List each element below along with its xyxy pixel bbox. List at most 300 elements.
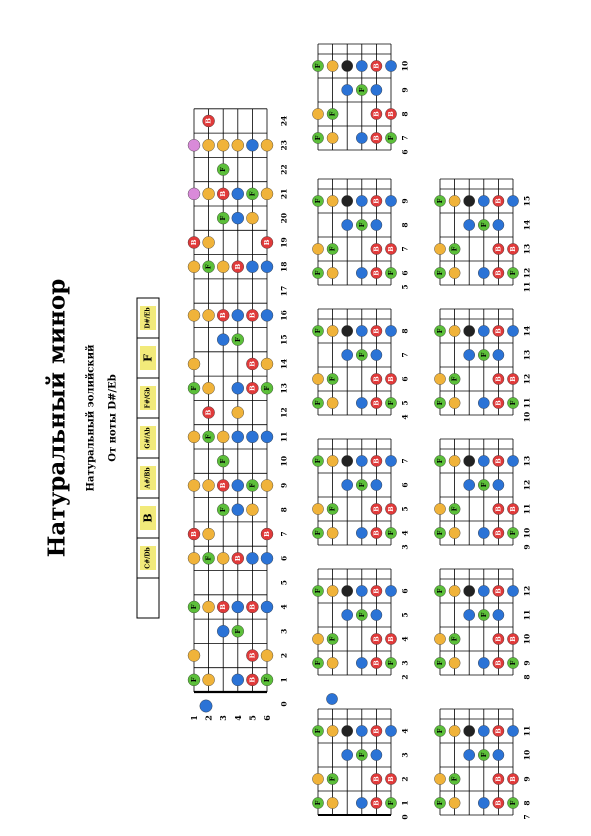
svg-text:B: B [387, 636, 395, 642]
note-dot [493, 773, 504, 784]
string-number-label: 5 [247, 715, 258, 721]
svg-text:B: B [372, 63, 381, 69]
note-dot [371, 725, 382, 736]
fret-number-label: 12 [522, 267, 532, 279]
fret-number-label: 4 [400, 636, 410, 642]
fret-number-label: 9 [400, 198, 410, 204]
svg-text:F: F [436, 458, 444, 464]
note-dot [478, 797, 489, 808]
svg-text:F: F [436, 328, 444, 334]
svg-text:F: F [357, 612, 366, 618]
svg-text:B: B [387, 246, 395, 252]
note-dot [371, 195, 382, 206]
fret-number-label: 9 [522, 660, 532, 666]
note-dot [449, 633, 460, 644]
note-dot [312, 455, 323, 466]
note-dot [356, 195, 367, 206]
svg-text:F: F [314, 63, 322, 69]
fret-number-label: 9 [522, 544, 532, 550]
note-dot [371, 797, 382, 808]
svg-text:F: F [204, 555, 213, 561]
fret-number-label: 11 [522, 725, 532, 737]
note-dot [493, 633, 504, 644]
note-dot [342, 479, 353, 490]
svg-text:B: B [372, 800, 381, 806]
note-dot [434, 325, 445, 336]
svg-text:F: F [314, 458, 322, 464]
note-dot [507, 195, 518, 206]
svg-text:B: B [204, 118, 213, 124]
svg-text:F: F [436, 588, 444, 594]
svg-text:F: F [436, 270, 444, 276]
fret-number-label: 9 [279, 482, 289, 489]
page-title: Натуральный минор [43, 278, 71, 558]
note-dot [312, 503, 323, 514]
svg-text:F: F [509, 660, 517, 666]
note-dot [371, 108, 382, 119]
svg-text:B: B [248, 385, 257, 392]
svg-text:F: F [357, 222, 366, 228]
open-string-note [326, 693, 337, 704]
note-dot [449, 397, 460, 408]
svg-text:F: F [314, 530, 322, 536]
note-dot [493, 725, 504, 736]
note-dot [342, 455, 353, 466]
note-dot [385, 633, 396, 644]
svg-text:B: B [494, 588, 503, 594]
fret-number-label: 15 [279, 334, 289, 345]
note-dot [371, 243, 382, 254]
svg-text:F: F [450, 376, 459, 382]
note-dot [464, 219, 475, 230]
note-dot [449, 725, 460, 736]
note-dot [478, 195, 489, 206]
note-dot [327, 243, 338, 254]
svg-text:F: F [204, 264, 213, 270]
fret-number-label: 10 [522, 749, 532, 761]
fret-number-label: 12 [522, 479, 532, 491]
note-dot [327, 60, 338, 71]
note-dot [312, 725, 323, 736]
svg-text:B: B [494, 506, 503, 512]
fret-number-label: 10 [522, 411, 532, 423]
note-dot [371, 479, 382, 490]
svg-text:F: F [328, 246, 337, 252]
note-dot [507, 397, 518, 408]
fret-number-label: 5 [400, 284, 410, 290]
svg-text:F: F [219, 167, 228, 173]
fret-number-label: 8 [522, 674, 532, 680]
note-dot [371, 397, 382, 408]
fret-number-label: 0 [400, 814, 410, 820]
note-dot [478, 349, 489, 360]
svg-text:F: F [328, 111, 337, 117]
fret-number-label: 13 [279, 383, 289, 394]
svg-text:F: F [450, 246, 459, 252]
note-dot [478, 657, 489, 668]
note-dot [493, 479, 504, 490]
svg-text:F: F [314, 198, 322, 204]
svg-text:F: F [328, 776, 337, 782]
position-box [312, 44, 409, 155]
fret-number-label: 20 [279, 212, 289, 224]
note-dot [385, 397, 396, 408]
note-dot [342, 725, 353, 736]
note-dot [342, 84, 353, 95]
position-box [312, 569, 409, 680]
position-box [434, 179, 531, 292]
note-dot [449, 267, 460, 278]
note-dot [434, 373, 445, 384]
svg-text:B: B [263, 239, 271, 246]
svg-text:B: B [494, 660, 503, 666]
note-dot [356, 219, 367, 230]
string-number-label: 4 [232, 715, 243, 721]
note-dot [312, 132, 323, 143]
svg-text:F: F [328, 506, 337, 512]
svg-text:F: F [263, 385, 271, 391]
svg-text:F: F [219, 458, 228, 464]
svg-text:F: F [436, 728, 444, 734]
svg-text:F: F [190, 604, 198, 610]
fret-number-label: 6 [279, 555, 289, 561]
note-dot [371, 325, 382, 336]
note-dot [371, 219, 382, 230]
note-dot [312, 195, 323, 206]
fret-number-label: 9 [522, 776, 532, 782]
note-dot [385, 657, 396, 668]
note-dot [464, 585, 475, 596]
note-dot [507, 797, 518, 808]
note-dot [356, 725, 367, 736]
scale-note-label: B [141, 513, 155, 523]
note-dot [312, 773, 323, 784]
fret-number-label: 11 [522, 397, 532, 409]
fret-number-label: 10 [400, 60, 410, 72]
note-dot [356, 132, 367, 143]
svg-text:F: F [509, 800, 517, 806]
scale-note-label: F [141, 354, 155, 362]
svg-text:F: F [479, 612, 488, 618]
note-dot [356, 657, 367, 668]
svg-text:F: F [436, 400, 444, 406]
fret-number-label: 8 [400, 111, 410, 117]
note-dot [371, 749, 382, 760]
fret-number-label: 22 [279, 164, 289, 175]
note-dot [449, 455, 460, 466]
svg-text:B: B [190, 531, 198, 537]
svg-text:F: F [387, 400, 395, 406]
svg-text:F: F [479, 752, 488, 758]
fret-number-label: 11 [522, 609, 532, 621]
svg-text:B: B [248, 676, 257, 683]
note-dot [385, 773, 396, 784]
note-dot [327, 132, 338, 143]
note-dot [449, 527, 460, 538]
svg-text:F: F [479, 352, 488, 358]
fret-number-label: 6 [400, 149, 410, 155]
svg-text:F: F [314, 728, 322, 734]
note-dot [342, 219, 353, 230]
svg-text:F: F [328, 636, 337, 642]
svg-text:F: F [387, 660, 395, 666]
note-dot [507, 325, 518, 336]
note-dot [385, 108, 396, 119]
svg-text:F: F [357, 87, 366, 93]
fret-number-label: 7 [400, 135, 410, 141]
note-dot [327, 108, 338, 119]
note-dot [356, 527, 367, 538]
svg-text:F: F [357, 352, 366, 358]
note-dot [464, 749, 475, 760]
svg-text:F: F [436, 660, 444, 666]
svg-text:F: F [479, 222, 488, 228]
note-dot [327, 397, 338, 408]
fret-number-label: 12 [522, 585, 532, 597]
position-box [312, 309, 409, 420]
svg-text:B: B [248, 361, 257, 367]
note-dot [312, 633, 323, 644]
svg-text:F: F [436, 530, 444, 536]
note-dot [493, 243, 504, 254]
svg-text:F: F [248, 191, 257, 197]
note-dot [327, 373, 338, 384]
note-dot [356, 455, 367, 466]
note-dot [464, 325, 475, 336]
note-dot [356, 349, 367, 360]
fret-number-label: 12 [279, 407, 289, 418]
svg-text:B: B [387, 376, 395, 382]
string-number-label: 1 [189, 715, 199, 721]
fret-number-label: 13 [522, 455, 532, 467]
note-dot [385, 243, 396, 254]
note-dot [327, 267, 338, 278]
svg-text:F: F [314, 135, 322, 141]
position-box [312, 179, 409, 290]
note-dot [507, 773, 518, 784]
note-dot [434, 773, 445, 784]
note-dot [371, 349, 382, 360]
note-dot [434, 455, 445, 466]
note-dot [342, 195, 353, 206]
note-dot [356, 609, 367, 620]
note-dot [327, 195, 338, 206]
fret-number-label: 4 [400, 728, 410, 734]
note-dot [327, 455, 338, 466]
fret-number-label: 9 [400, 87, 410, 93]
note-dot [342, 60, 353, 71]
note-dot [493, 325, 504, 336]
note-dot [434, 797, 445, 808]
note-dot [434, 503, 445, 514]
svg-text:F: F [509, 270, 517, 276]
fret-number-label: 7 [400, 352, 410, 358]
note-dot [478, 397, 489, 408]
svg-text:B: B [219, 190, 228, 197]
fret-number-label: 11 [522, 503, 532, 515]
svg-text:B: B [494, 636, 503, 642]
svg-text:F: F [263, 677, 271, 683]
svg-text:B: B [372, 198, 381, 204]
svg-text:B: B [248, 604, 257, 610]
note-dot [371, 527, 382, 538]
note-dot [493, 749, 504, 760]
position-box [434, 309, 531, 422]
note-dot [312, 527, 323, 538]
note-dot [478, 609, 489, 620]
note-dot [312, 585, 323, 596]
fret-number-label: 11 [522, 281, 532, 293]
note-dot [449, 373, 460, 384]
fret-number-label: 1 [279, 677, 289, 683]
note-dot [478, 725, 489, 736]
note-dot [356, 797, 367, 808]
svg-text:F: F [190, 385, 198, 391]
fret-number-label: 8 [400, 328, 410, 334]
fret-number-label: 6 [400, 588, 410, 594]
fret-number-label: 3 [400, 660, 410, 666]
string-number-label: 2 [203, 715, 214, 721]
svg-text:B: B [372, 246, 381, 252]
svg-text:B: B [372, 400, 381, 406]
fret-number-label: 1 [400, 800, 410, 806]
svg-text:F: F [328, 376, 337, 382]
note-dot [464, 455, 475, 466]
svg-text:B: B [248, 652, 257, 659]
svg-text:F: F [450, 636, 459, 642]
note-dot [434, 243, 445, 254]
svg-text:B: B [372, 728, 381, 734]
note-dot [507, 725, 518, 736]
note-dot [493, 455, 504, 466]
note-dot [434, 657, 445, 668]
scale-note-label: F#/Gb [144, 387, 152, 409]
note-dot [327, 527, 338, 538]
svg-text:F: F [436, 198, 444, 204]
svg-text:B: B [494, 776, 503, 782]
note-dot [449, 195, 460, 206]
note-dot [342, 325, 353, 336]
svg-text:F: F [436, 800, 444, 806]
svg-text:F: F [233, 337, 242, 343]
note-dot [493, 797, 504, 808]
svg-text:B: B [494, 400, 503, 406]
fret-number-label: 21 [279, 188, 289, 200]
note-dot [371, 132, 382, 143]
fret-number-label: 8 [279, 507, 289, 513]
fret-number-label: 2 [279, 652, 289, 659]
svg-text:F: F [190, 677, 198, 683]
note-dot [327, 725, 338, 736]
svg-text:F: F [450, 506, 459, 512]
page-subtitle: Натуральный эолийский [85, 344, 97, 492]
note-dot [385, 455, 396, 466]
note-dot [434, 633, 445, 644]
note-dot [434, 527, 445, 538]
note-dot [478, 749, 489, 760]
svg-text:B: B [372, 588, 381, 594]
fret-number-label: 2 [400, 776, 410, 782]
note-dot [312, 267, 323, 278]
svg-text:B: B [219, 312, 228, 319]
svg-text:B: B [248, 312, 257, 319]
note-dot [371, 585, 382, 596]
note-dot [493, 349, 504, 360]
string-number-label: 6 [262, 715, 272, 721]
svg-text:F: F [387, 800, 395, 806]
note-dot [371, 609, 382, 620]
fret-number-label: 5 [400, 400, 410, 406]
note-dot [371, 503, 382, 514]
fret-number-label: 13 [522, 243, 532, 255]
note-dot [493, 657, 504, 668]
note-dot [371, 773, 382, 784]
note-dot [434, 195, 445, 206]
fret-number-label: 7 [400, 458, 410, 464]
svg-text:B: B [387, 776, 395, 782]
note-dot [356, 60, 367, 71]
fret-number-label: 5 [400, 506, 410, 512]
note-dot [493, 195, 504, 206]
fret-number-label: 23 [279, 140, 289, 151]
fret-number-label: 3 [400, 752, 410, 758]
fret-number-label: 5 [279, 580, 289, 586]
note-dot [385, 373, 396, 384]
note-dot [464, 725, 475, 736]
svg-text:B: B [494, 728, 503, 734]
fret-number-label: 15 [522, 195, 532, 207]
note-dot [312, 797, 323, 808]
svg-text:F: F [204, 434, 213, 440]
fret-number-label: 3 [400, 544, 410, 550]
fret-number-label: 7 [279, 531, 289, 537]
svg-text:F: F [479, 482, 488, 488]
scale-note-label: D#/Eb [144, 307, 152, 329]
note-dot [449, 797, 460, 808]
note-dot [493, 585, 504, 596]
note-dot [464, 609, 475, 620]
fret-number-label: 16 [279, 310, 289, 321]
svg-text:F: F [509, 530, 517, 536]
note-dot [312, 243, 323, 254]
svg-text:B: B [204, 409, 213, 416]
fret-number-label: 4 [400, 414, 410, 420]
note-dot [434, 267, 445, 278]
note-dot [371, 455, 382, 466]
note-dot [327, 657, 338, 668]
fret-number-label: 6 [400, 270, 410, 276]
fret-number-label: 13 [522, 349, 532, 361]
fret-number-label: 11 [279, 431, 289, 443]
note-dot [371, 267, 382, 278]
scale-note-label: C#/Db [144, 547, 152, 569]
note-dot [342, 585, 353, 596]
note-dot [371, 633, 382, 644]
svg-text:B: B [372, 376, 381, 382]
note-dot [507, 633, 518, 644]
note-dot [356, 84, 367, 95]
svg-text:B: B [494, 458, 503, 464]
scale-note-label: G#/Ab [144, 427, 152, 449]
note-dot [385, 585, 396, 596]
note-dot [327, 585, 338, 596]
fret-number-label: 18 [279, 261, 289, 272]
note-dot [342, 349, 353, 360]
fret-number-label: 7 [522, 814, 532, 820]
fret-number-label: 5 [400, 612, 410, 618]
note-dot [385, 527, 396, 538]
note-dot [356, 325, 367, 336]
